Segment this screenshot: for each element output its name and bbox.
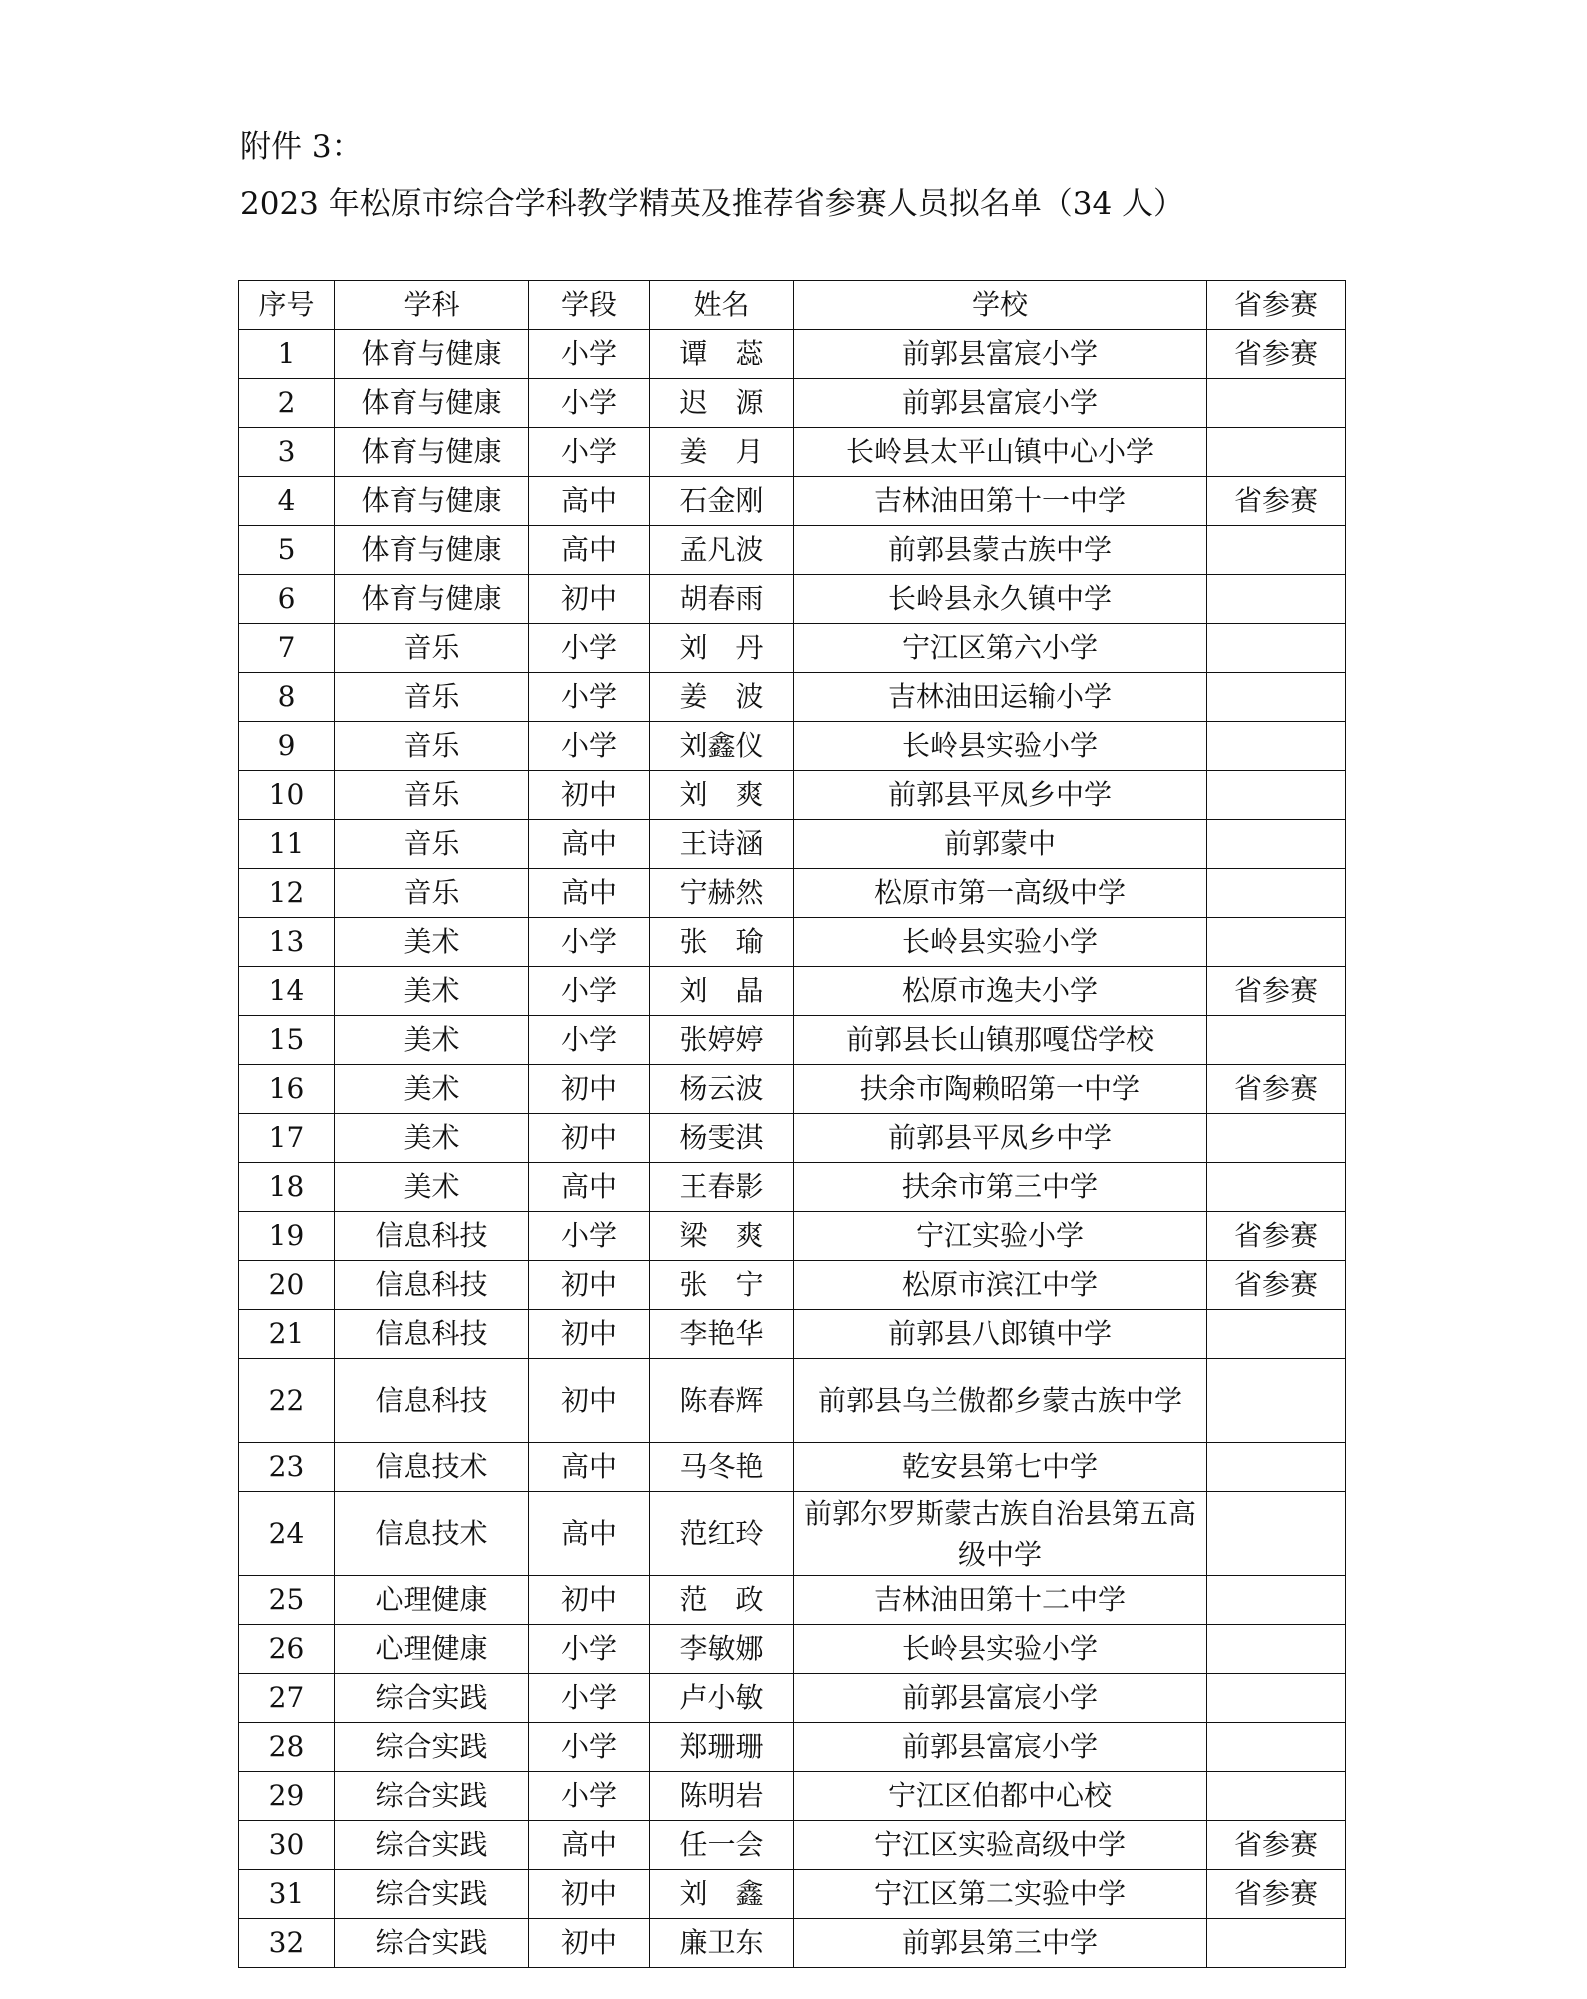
cell-provincial bbox=[1207, 526, 1346, 575]
cell-level: 初中 bbox=[529, 575, 650, 624]
cell-subject: 信息技术 bbox=[335, 1492, 529, 1576]
cell-subject: 信息科技 bbox=[335, 1212, 529, 1261]
cell-name: 李敏娜 bbox=[650, 1625, 794, 1674]
cell-school: 宁江区伯都中心校 bbox=[794, 1772, 1207, 1821]
table-row bbox=[239, 1576, 1346, 1625]
cell-level: 高中 bbox=[529, 820, 650, 869]
cell-school: 前郭县富宸小学 bbox=[794, 1674, 1207, 1723]
cell-school: 宁江区第二实验中学 bbox=[794, 1870, 1207, 1919]
table-row bbox=[239, 1772, 1346, 1821]
cell-index: 26 bbox=[239, 1625, 335, 1674]
cell-provincial bbox=[1207, 1163, 1346, 1212]
table-row bbox=[239, 869, 1346, 918]
table-row bbox=[239, 1114, 1346, 1163]
table-row bbox=[239, 771, 1346, 820]
cell-name: 马冬艳 bbox=[650, 1443, 794, 1492]
cell-school: 前郭县八郎镇中学 bbox=[794, 1310, 1207, 1359]
cell-level: 小学 bbox=[529, 1772, 650, 1821]
cell-school: 长岭县永久镇中学 bbox=[794, 575, 1207, 624]
cell-provincial bbox=[1207, 1114, 1346, 1163]
cell-provincial bbox=[1207, 379, 1346, 428]
table-body bbox=[239, 330, 1346, 1968]
cell-school: 宁江区第六小学 bbox=[794, 624, 1207, 673]
cell-name: 姜 月 bbox=[650, 428, 794, 477]
cell-name: 石金刚 bbox=[650, 477, 794, 526]
cell-level: 高中 bbox=[529, 526, 650, 575]
cell-name: 刘鑫仪 bbox=[650, 722, 794, 771]
table-header-row bbox=[239, 281, 1346, 330]
header-index: 序号 bbox=[239, 281, 335, 330]
cell-level: 初中 bbox=[529, 1114, 650, 1163]
cell-index: 25 bbox=[239, 1576, 335, 1625]
cell-provincial bbox=[1207, 673, 1346, 722]
header-school: 学校 bbox=[794, 281, 1207, 330]
cell-school: 前郭县平凤乡中学 bbox=[794, 1114, 1207, 1163]
cell-level: 初中 bbox=[529, 771, 650, 820]
cell-index: 23 bbox=[239, 1443, 335, 1492]
cell-subject: 信息技术 bbox=[335, 1443, 529, 1492]
table-row bbox=[239, 624, 1346, 673]
cell-school: 吉林油田第十一中学 bbox=[794, 477, 1207, 526]
cell-index: 12 bbox=[239, 869, 335, 918]
cell-level: 小学 bbox=[529, 673, 650, 722]
table-row bbox=[239, 918, 1346, 967]
cell-subject: 综合实践 bbox=[335, 1821, 529, 1870]
cell-level: 小学 bbox=[529, 722, 650, 771]
cell-name: 梁 爽 bbox=[650, 1212, 794, 1261]
cell-index: 31 bbox=[239, 1870, 335, 1919]
cell-index: 15 bbox=[239, 1016, 335, 1065]
cell-school: 前郭县乌兰傲都乡蒙古族中学 bbox=[794, 1359, 1207, 1443]
cell-level: 高中 bbox=[529, 477, 650, 526]
cell-name: 刘 丹 bbox=[650, 624, 794, 673]
cell-level: 高中 bbox=[529, 1492, 650, 1576]
cell-name: 杨雯淇 bbox=[650, 1114, 794, 1163]
cell-provincial bbox=[1207, 918, 1346, 967]
cell-school: 扶余市第三中学 bbox=[794, 1163, 1207, 1212]
cell-name: 刘 鑫 bbox=[650, 1870, 794, 1919]
cell-level: 小学 bbox=[529, 1016, 650, 1065]
cell-name: 刘 晶 bbox=[650, 967, 794, 1016]
cell-level: 初中 bbox=[529, 1576, 650, 1625]
cell-provincial bbox=[1207, 722, 1346, 771]
cell-school: 吉林油田第十二中学 bbox=[794, 1576, 1207, 1625]
cell-name: 谭 蕊 bbox=[650, 330, 794, 379]
table-row bbox=[239, 1821, 1346, 1870]
cell-subject: 音乐 bbox=[335, 673, 529, 722]
cell-school: 前郭县长山镇那嘎岱学校 bbox=[794, 1016, 1207, 1065]
table-row bbox=[239, 1310, 1346, 1359]
cell-index: 20 bbox=[239, 1261, 335, 1310]
cell-index: 1 bbox=[239, 330, 335, 379]
cell-provincial bbox=[1207, 1674, 1346, 1723]
cell-name: 王春影 bbox=[650, 1163, 794, 1212]
cell-index: 10 bbox=[239, 771, 335, 820]
cell-subject: 体育与健康 bbox=[335, 379, 529, 428]
cell-name: 廉卫东 bbox=[650, 1919, 794, 1968]
cell-provincial: 省参赛 bbox=[1207, 1065, 1346, 1114]
cell-index: 32 bbox=[239, 1919, 335, 1968]
cell-school: 松原市第一高级中学 bbox=[794, 869, 1207, 918]
cell-school: 乾安县第七中学 bbox=[794, 1443, 1207, 1492]
cell-level: 小学 bbox=[529, 967, 650, 1016]
cell-name: 张 宁 bbox=[650, 1261, 794, 1310]
cell-index: 4 bbox=[239, 477, 335, 526]
cell-name: 卢小敏 bbox=[650, 1674, 794, 1723]
cell-school: 长岭县实验小学 bbox=[794, 1625, 1207, 1674]
cell-subject: 音乐 bbox=[335, 624, 529, 673]
cell-school: 宁江区实验高级中学 bbox=[794, 1821, 1207, 1870]
cell-subject: 信息科技 bbox=[335, 1310, 529, 1359]
cell-provincial: 省参赛 bbox=[1207, 967, 1346, 1016]
table-row bbox=[239, 1016, 1346, 1065]
cell-index: 7 bbox=[239, 624, 335, 673]
cell-name: 范红玲 bbox=[650, 1492, 794, 1576]
cell-level: 小学 bbox=[529, 1723, 650, 1772]
cell-school: 宁江实验小学 bbox=[794, 1212, 1207, 1261]
cell-provincial bbox=[1207, 869, 1346, 918]
candidate-table bbox=[238, 280, 1346, 1968]
table-row bbox=[239, 1674, 1346, 1723]
cell-level: 初中 bbox=[529, 1261, 650, 1310]
cell-index: 5 bbox=[239, 526, 335, 575]
cell-subject: 体育与健康 bbox=[335, 575, 529, 624]
cell-index: 6 bbox=[239, 575, 335, 624]
cell-name: 姜 波 bbox=[650, 673, 794, 722]
cell-level: 小学 bbox=[529, 624, 650, 673]
cell-name: 杨云波 bbox=[650, 1065, 794, 1114]
table-row bbox=[239, 1919, 1346, 1968]
cell-provincial: 省参赛 bbox=[1207, 1212, 1346, 1261]
cell-provincial: 省参赛 bbox=[1207, 1261, 1346, 1310]
table-row bbox=[239, 1723, 1346, 1772]
header-name: 姓名 bbox=[650, 281, 794, 330]
cell-name: 李艳华 bbox=[650, 1310, 794, 1359]
cell-index: 11 bbox=[239, 820, 335, 869]
cell-provincial bbox=[1207, 1919, 1346, 1968]
cell-index: 28 bbox=[239, 1723, 335, 1772]
cell-name: 胡春雨 bbox=[650, 575, 794, 624]
cell-subject: 体育与健康 bbox=[335, 526, 529, 575]
table-row bbox=[239, 526, 1346, 575]
cell-index: 2 bbox=[239, 379, 335, 428]
table-row bbox=[239, 1443, 1346, 1492]
cell-level: 小学 bbox=[529, 1212, 650, 1261]
cell-school: 前郭县蒙古族中学 bbox=[794, 526, 1207, 575]
cell-provincial bbox=[1207, 771, 1346, 820]
cell-index: 8 bbox=[239, 673, 335, 722]
cell-subject: 体育与健康 bbox=[335, 428, 529, 477]
cell-provincial bbox=[1207, 428, 1346, 477]
cell-subject: 综合实践 bbox=[335, 1919, 529, 1968]
table-row bbox=[239, 575, 1346, 624]
cell-school: 长岭县实验小学 bbox=[794, 918, 1207, 967]
cell-index: 30 bbox=[239, 1821, 335, 1870]
cell-subject: 综合实践 bbox=[335, 1674, 529, 1723]
cell-subject: 信息科技 bbox=[335, 1261, 529, 1310]
cell-subject: 音乐 bbox=[335, 869, 529, 918]
cell-subject: 美术 bbox=[335, 1065, 529, 1114]
cell-index: 3 bbox=[239, 428, 335, 477]
cell-index: 27 bbox=[239, 1674, 335, 1723]
cell-school: 前郭县富宸小学 bbox=[794, 379, 1207, 428]
cell-subject: 美术 bbox=[335, 967, 529, 1016]
cell-subject: 音乐 bbox=[335, 820, 529, 869]
table-row bbox=[239, 428, 1346, 477]
cell-subject: 美术 bbox=[335, 918, 529, 967]
table-row bbox=[239, 1870, 1346, 1919]
table-row bbox=[239, 1492, 1346, 1576]
table-row bbox=[239, 1625, 1346, 1674]
cell-provincial: 省参赛 bbox=[1207, 1821, 1346, 1870]
cell-subject: 体育与健康 bbox=[335, 477, 529, 526]
cell-level: 初中 bbox=[529, 1870, 650, 1919]
cell-subject: 美术 bbox=[335, 1114, 529, 1163]
cell-level: 初中 bbox=[529, 1310, 650, 1359]
cell-name: 郑珊珊 bbox=[650, 1723, 794, 1772]
cell-level: 小学 bbox=[529, 1674, 650, 1723]
cell-provincial: 省参赛 bbox=[1207, 330, 1346, 379]
table-row bbox=[239, 477, 1346, 526]
cell-level: 小学 bbox=[529, 330, 650, 379]
table-row bbox=[239, 820, 1346, 869]
cell-name: 任一会 bbox=[650, 1821, 794, 1870]
cell-index: 29 bbox=[239, 1772, 335, 1821]
cell-subject: 音乐 bbox=[335, 771, 529, 820]
cell-subject: 美术 bbox=[335, 1163, 529, 1212]
cell-provincial: 省参赛 bbox=[1207, 1870, 1346, 1919]
cell-name: 刘 爽 bbox=[650, 771, 794, 820]
cell-provincial bbox=[1207, 1359, 1346, 1443]
cell-index: 21 bbox=[239, 1310, 335, 1359]
header-level: 学段 bbox=[529, 281, 650, 330]
cell-school: 扶余市陶赖昭第一中学 bbox=[794, 1065, 1207, 1114]
cell-level: 小学 bbox=[529, 428, 650, 477]
header-provincial: 省参赛 bbox=[1207, 281, 1346, 330]
cell-name: 宁赫然 bbox=[650, 869, 794, 918]
cell-school: 前郭县富宸小学 bbox=[794, 1723, 1207, 1772]
cell-subject: 信息科技 bbox=[335, 1359, 529, 1443]
cell-school: 前郭县平凤乡中学 bbox=[794, 771, 1207, 820]
cell-provincial bbox=[1207, 1492, 1346, 1576]
cell-subject: 综合实践 bbox=[335, 1870, 529, 1919]
cell-provincial bbox=[1207, 1772, 1346, 1821]
cell-level: 小学 bbox=[529, 1625, 650, 1674]
cell-school: 前郭县第三中学 bbox=[794, 1919, 1207, 1968]
cell-school: 前郭蒙中 bbox=[794, 820, 1207, 869]
cell-provincial bbox=[1207, 1576, 1346, 1625]
cell-name: 张 瑜 bbox=[650, 918, 794, 967]
cell-level: 小学 bbox=[529, 918, 650, 967]
table-row bbox=[239, 967, 1346, 1016]
table-row bbox=[239, 1359, 1346, 1443]
cell-provincial bbox=[1207, 624, 1346, 673]
attachment-label: 附件 3： bbox=[240, 129, 363, 165]
cell-school: 松原市逸夫小学 bbox=[794, 967, 1207, 1016]
cell-school: 松原市滨江中学 bbox=[794, 1261, 1207, 1310]
cell-subject: 心理健康 bbox=[335, 1576, 529, 1625]
cell-school: 长岭县太平山镇中心小学 bbox=[794, 428, 1207, 477]
cell-provincial bbox=[1207, 1443, 1346, 1492]
cell-provincial bbox=[1207, 1723, 1346, 1772]
cell-index: 14 bbox=[239, 967, 335, 1016]
cell-provincial bbox=[1207, 1625, 1346, 1674]
cell-index: 16 bbox=[239, 1065, 335, 1114]
cell-school: 吉林油田运输小学 bbox=[794, 673, 1207, 722]
cell-subject: 美术 bbox=[335, 1016, 529, 1065]
cell-subject: 综合实践 bbox=[335, 1723, 529, 1772]
cell-name: 迟 源 bbox=[650, 379, 794, 428]
cell-provincial: 省参赛 bbox=[1207, 477, 1346, 526]
table-row bbox=[239, 1212, 1346, 1261]
cell-index: 9 bbox=[239, 722, 335, 771]
cell-index: 18 bbox=[239, 1163, 335, 1212]
cell-school: 前郭尔罗斯蒙古族自治县第五高级中学 bbox=[794, 1492, 1207, 1576]
cell-index: 24 bbox=[239, 1492, 335, 1576]
cell-level: 高中 bbox=[529, 1821, 650, 1870]
cell-name: 陈明岩 bbox=[650, 1772, 794, 1821]
table-row bbox=[239, 722, 1346, 771]
cell-index: 13 bbox=[239, 918, 335, 967]
table-row bbox=[239, 1065, 1346, 1114]
cell-level: 初中 bbox=[529, 1065, 650, 1114]
cell-name: 陈春辉 bbox=[650, 1359, 794, 1443]
table-row bbox=[239, 379, 1346, 428]
document-title: 2023 年松原市综合学科教学精英及推荐省参赛人员拟名单（34 人） bbox=[240, 186, 1185, 222]
table-row bbox=[239, 1163, 1346, 1212]
cell-level: 高中 bbox=[529, 869, 650, 918]
cell-index: 19 bbox=[239, 1212, 335, 1261]
header-subject: 学科 bbox=[335, 281, 529, 330]
table-row bbox=[239, 330, 1346, 379]
cell-name: 孟凡波 bbox=[650, 526, 794, 575]
cell-index: 22 bbox=[239, 1359, 335, 1443]
cell-provincial bbox=[1207, 820, 1346, 869]
cell-name: 张婷婷 bbox=[650, 1016, 794, 1065]
cell-level: 高中 bbox=[529, 1443, 650, 1492]
cell-school: 长岭县实验小学 bbox=[794, 722, 1207, 771]
cell-level: 初中 bbox=[529, 1359, 650, 1443]
cell-index: 17 bbox=[239, 1114, 335, 1163]
cell-subject: 心理健康 bbox=[335, 1625, 529, 1674]
cell-provincial bbox=[1207, 1310, 1346, 1359]
cell-provincial bbox=[1207, 575, 1346, 624]
table-row bbox=[239, 673, 1346, 722]
cell-name: 范 政 bbox=[650, 1576, 794, 1625]
cell-subject: 音乐 bbox=[335, 722, 529, 771]
cell-level: 小学 bbox=[529, 379, 650, 428]
cell-level: 初中 bbox=[529, 1919, 650, 1968]
table-row bbox=[239, 1261, 1346, 1310]
cell-level: 高中 bbox=[529, 1163, 650, 1212]
cell-subject: 体育与健康 bbox=[335, 330, 529, 379]
cell-school: 前郭县富宸小学 bbox=[794, 330, 1207, 379]
cell-provincial bbox=[1207, 1016, 1346, 1065]
cell-subject: 综合实践 bbox=[335, 1772, 529, 1821]
cell-name: 王诗涵 bbox=[650, 820, 794, 869]
